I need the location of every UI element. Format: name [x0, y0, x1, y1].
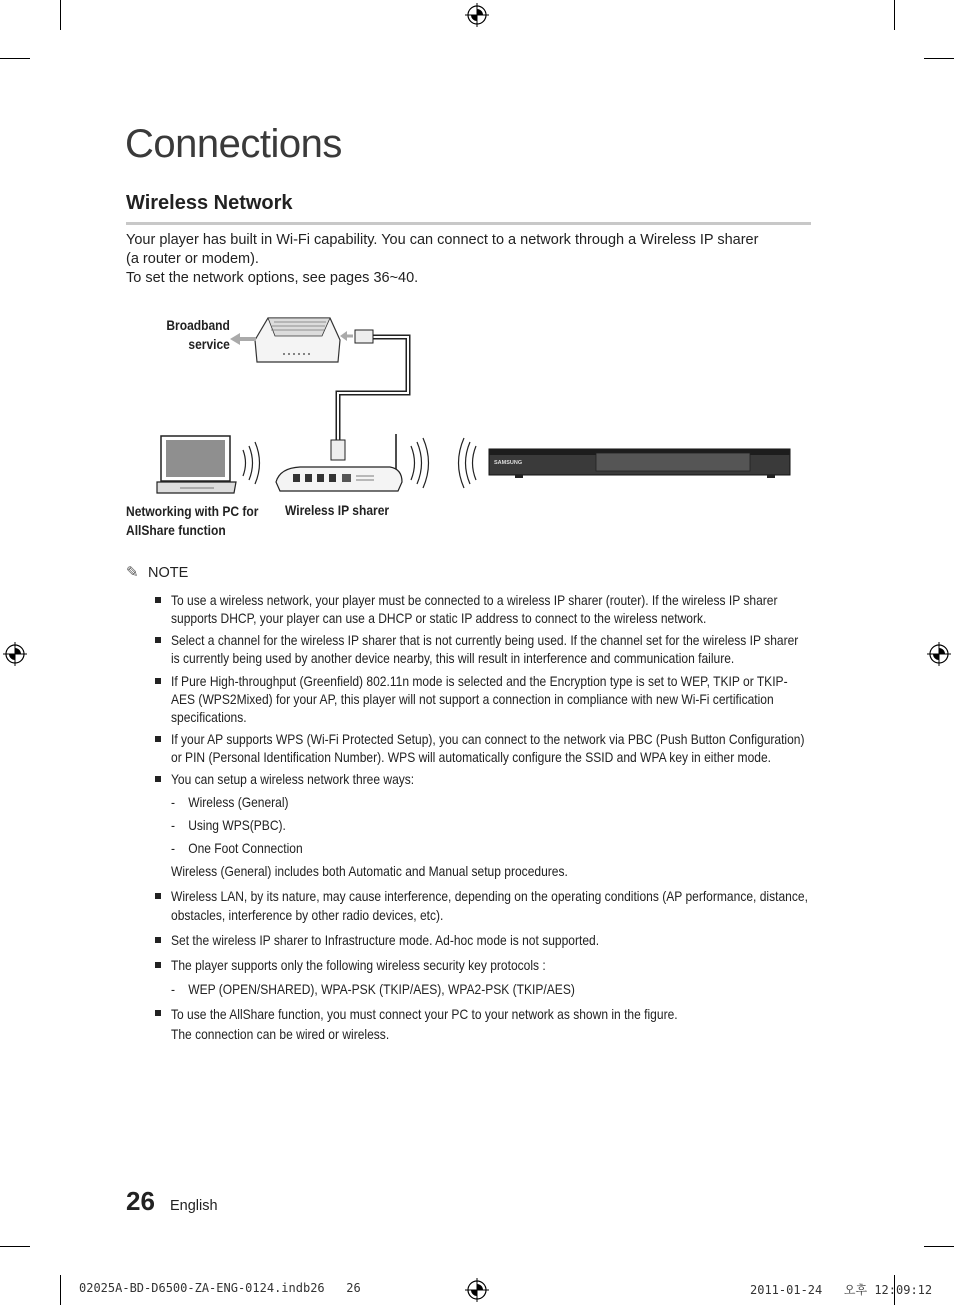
bullet-icon — [155, 776, 161, 782]
setup-way-label: Using WPS(PBC). — [188, 817, 286, 833]
pc-label-line: AllShare function — [126, 522, 226, 538]
note-line: To use a wireless network, your player must be connected to a wireless IP sharer (router). If the wireless IP sharer — [171, 592, 778, 608]
note-line: specifications. — [171, 709, 247, 725]
bullet-icon — [155, 637, 161, 643]
note-heading — [126, 563, 188, 581]
dash: - — [171, 981, 176, 997]
dash: - — [171, 794, 176, 810]
laptop-icon — [157, 436, 236, 493]
pencil-icon: ✎ — [126, 564, 139, 581]
note-line: The player supports only the following wireless security key protocols : — [171, 957, 546, 973]
note-label: NOTE — [148, 565, 189, 581]
registration-mark-icon — [3, 642, 27, 666]
protocol-label: WEP (OPEN/SHARED), WPA-PSK (TKIP/AES), WPA2-PSK (TKIP/AES) — [188, 981, 575, 997]
setup-way-label: Wireless (General) — [188, 794, 289, 810]
note-line: is currently being used by another device nearby, this will result in interference and communication failure. — [171, 650, 735, 666]
note-line: If your AP supports WPS (Wi-Fi Protected Setup), you can connect to the network via PBC (Push Button Configuration) — [171, 731, 805, 747]
page-number: 26 — [126, 1186, 155, 1216]
setup-way-label: One Foot Connection — [188, 840, 303, 856]
dash: - — [171, 840, 176, 856]
language-label: English — [170, 1198, 218, 1214]
page-title: Connections — [125, 122, 342, 166]
note-line: Wireless LAN, by its nature, may cause interference, depending on the operating conditions (AP performance, distance, — [171, 888, 808, 904]
crop-mark — [60, 0, 61, 30]
pc-label — [126, 502, 258, 540]
note-line: The connection can be wired or wireless. — [171, 1026, 390, 1042]
player-brand: SAMSUNG — [494, 460, 523, 466]
note-line: obstacles, interference by other radio devices, etc). — [171, 907, 444, 923]
protocol-item — [171, 980, 575, 998]
note-line: AES (WPS2Mixed) for your AP, this player will not support a connection in compliance with new Wi-Fi certification — [171, 691, 774, 707]
crop-mark — [924, 1246, 954, 1247]
intro-paragraph — [126, 231, 816, 288]
bullet-icon — [155, 1010, 161, 1016]
bullet-icon — [155, 937, 161, 943]
intro-line: Your player has built in Wi-Fi capability. You can connect to a network through a Wireless IP sharer — [126, 232, 759, 248]
crop-mark — [0, 1246, 30, 1247]
registration-mark-icon — [465, 3, 489, 27]
bullet-icon — [155, 678, 161, 684]
note-line: If Pure High-throughput (Greenfield) 802.11n mode is selected and the Encryption type is set to WEP, TKIP or TKIP- — [171, 673, 788, 689]
registration-mark-icon — [927, 642, 951, 666]
bullet-icon — [155, 962, 161, 968]
note-line: You can setup a wireless network three ways: — [171, 771, 415, 787]
setup-way-item — [171, 816, 286, 834]
bullet-icon — [155, 736, 161, 742]
note-line: or PIN (Personal Identification Number). WPS will automatically configure the SSID and WPA key in either mode. — [171, 749, 772, 765]
intro-line: (a router or modem). — [126, 251, 259, 267]
bullet-icon — [155, 893, 161, 899]
print-timestamp: 2011-01-24 오후 12:09:12 — [750, 1283, 933, 1297]
file-info: 02025A-BD-D6500-ZA-ENG-0124.indb26 26 — [79, 1281, 361, 1295]
broadband-label — [166, 316, 230, 354]
registration-mark-icon — [465, 1278, 489, 1302]
network-diagram — [0, 300, 954, 550]
section-divider — [126, 222, 811, 225]
note-line: supports DHCP, your player can use a DHCP or static IP address to connect to the wireless network. — [171, 610, 707, 626]
setup-note: Wireless (General) includes both Automatic and Manual setup procedures. — [171, 863, 568, 879]
dash: - — [171, 817, 176, 833]
note-line: Set the wireless IP sharer to Infrastructure mode. Ad-hoc mode is not supported. — [171, 932, 600, 948]
setup-way-item — [171, 793, 289, 811]
broadband-label-line: service — [188, 336, 230, 352]
crop-mark — [894, 0, 895, 30]
broadband-label-line: Broadband — [166, 317, 230, 333]
modem-icon — [255, 318, 340, 362]
intro-line: To set the network options, see pages 36~40. — [126, 270, 419, 286]
bluray-player-icon — [489, 449, 790, 478]
crop-mark — [60, 1275, 61, 1305]
pc-label-line: Networking with PC for — [126, 503, 259, 519]
crop-mark — [0, 58, 30, 59]
bullet-icon — [155, 597, 161, 603]
note-line: To use the AllShare function, you must connect your PC to your network as shown in the figure. — [171, 1006, 678, 1022]
setup-way-item — [171, 839, 303, 857]
sharer-label: Wireless IP sharer — [285, 502, 390, 518]
section-heading: Wireless Network — [126, 192, 293, 214]
note-line: Select a channel for the wireless IP sharer that is not currently being used. If the channel set for the wireless IP sharer — [171, 632, 799, 648]
crop-mark — [924, 58, 954, 59]
